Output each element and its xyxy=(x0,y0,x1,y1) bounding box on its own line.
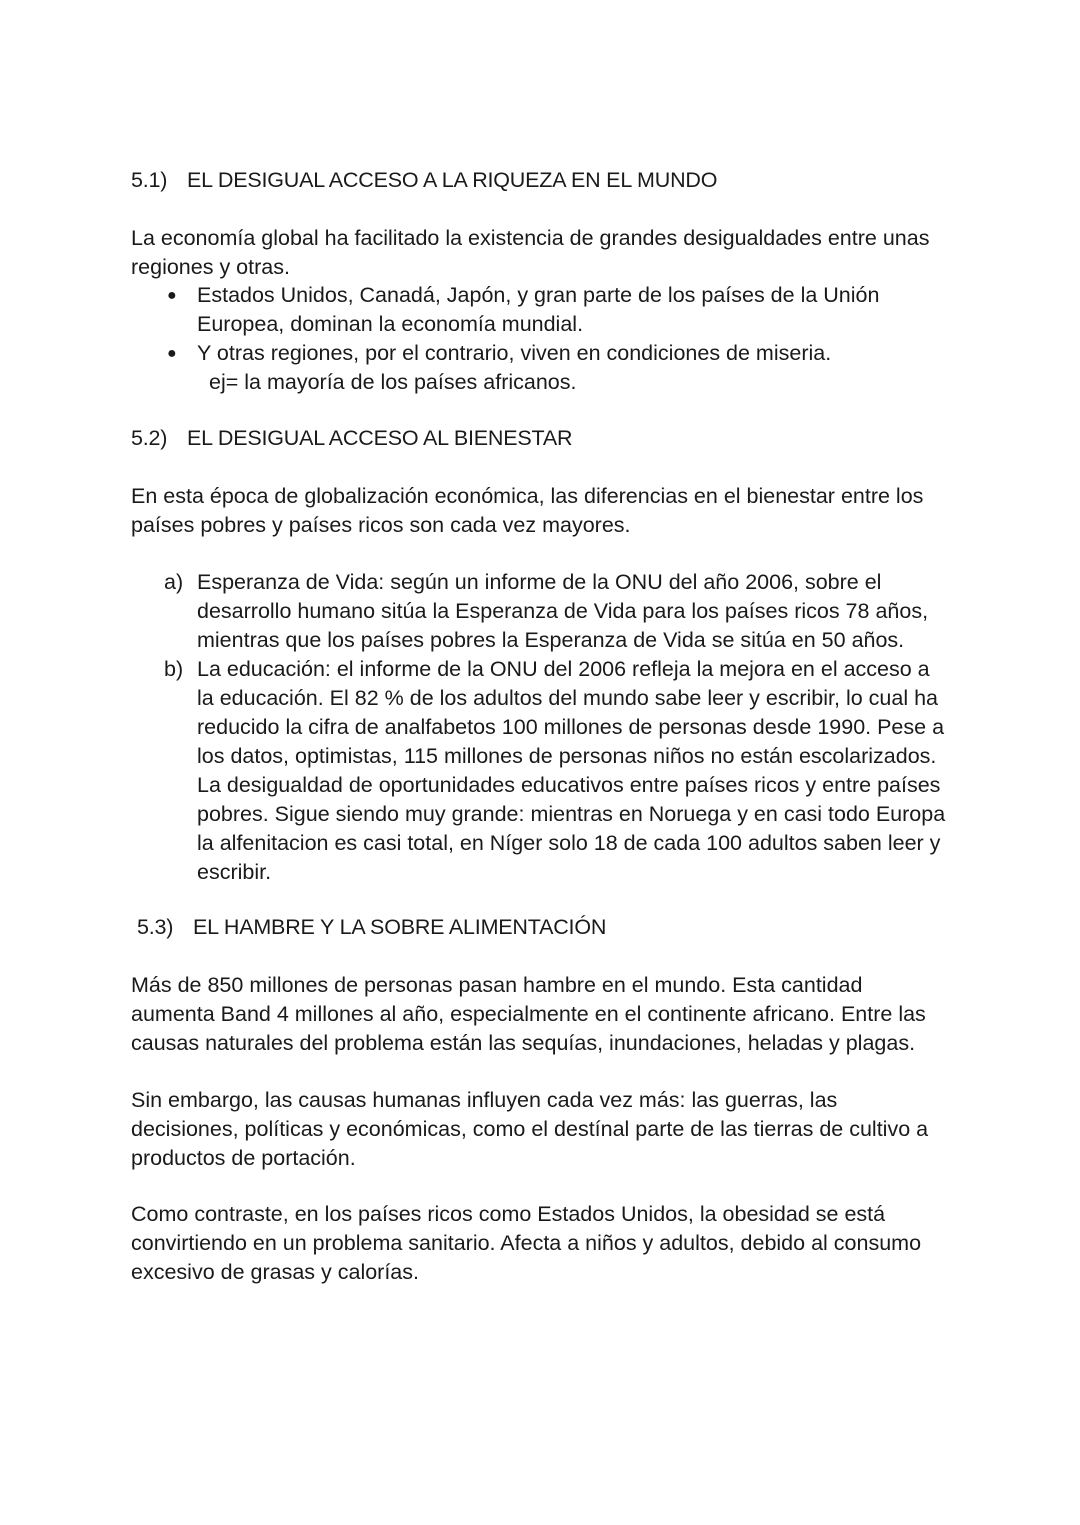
bullet-text: Y otras regiones, por el contrario, viven en condiciones de miseria. xyxy=(197,341,832,365)
section-number: 5.2) xyxy=(131,426,168,450)
list-marker: a) xyxy=(164,570,184,594)
bullet-icon: ● xyxy=(167,345,177,362)
list-item xyxy=(131,568,951,655)
paragraph: Como contraste, en los países ricos como Estados Unidos, la obesidad se está convirtiendo en un problema sanitario. Afecta a niños y adultos, debido al consumo excesivo de grasas y calorías. xyxy=(131,1202,922,1284)
paragraph: Sin embargo, las causas humanas influyen cada vez más: las guerras, las decisiones, políticas y económicas, como el destínal parte de las tierras de cultivo a productos de portación. xyxy=(131,1088,929,1170)
section-intro-5-1: La economía global ha facilitado la existencia de grandes desigualdades entre unas regiones y otras. xyxy=(131,226,930,279)
paragraph: Más de 850 millones de personas pasan hambre en el mundo. Esta cantidad aumenta Band 4 millones al año, especialmente en el continente africano. Entre las causas naturales del problema están las sequías, inundaciones, heladas y plagas. xyxy=(131,973,926,1055)
list-item xyxy=(131,655,951,887)
section-title: EL DESIGUAL ACCESO AL BIENESTAR xyxy=(187,426,573,450)
section-heading-5-3 xyxy=(137,913,606,942)
section-title: EL HAMBRE Y LA SOBRE ALIMENTACIÓN xyxy=(193,915,607,939)
list-item xyxy=(131,339,931,397)
section-title: EL DESIGUAL ACCESO A LA RIQUEZA EN EL MUNDO xyxy=(187,168,718,192)
list-item-text: Esperanza de Vida: según un informe de la ONU del año 2006, sobre el desarrollo humano sitúa la Esperanza de Vida para los países ricos 78 años, mientras que los países pobres la Esperanza de Vida se sitúa en 50 años. xyxy=(197,570,929,652)
bullet-icon: ● xyxy=(167,287,177,304)
section-heading-5-2 xyxy=(131,424,572,453)
example-text: ej= la mayoría de los países africanos. xyxy=(209,370,577,394)
bullet-text: Estados Unidos, Canadá, Japón, y gran parte de los países de la Unión Europea, dominan la economía mundial. xyxy=(197,283,880,336)
section-number: 5.3) xyxy=(137,915,174,939)
list-item xyxy=(131,281,931,339)
section-number: 5.1) xyxy=(131,168,168,192)
section-heading-5-1 xyxy=(131,166,717,195)
bullet-list-5-1 xyxy=(131,281,931,397)
section-intro-5-2: En esta época de globalización económica, las diferencias en el bienestar entre los países pobres y países ricos son cada vez mayores. xyxy=(131,484,924,537)
lettered-list-5-2 xyxy=(131,568,951,887)
list-item-text: La educación: el informe de la ONU del 2006 refleja la mejora en el acceso a la educación. El 82 % de los adultos del mundo sabe leer y escribir, lo cual ha reducido la cifra de analfabetos 100 millones de personas desde 1990. Pese a los datos, optimistas, 115 millones de personas niños no están escolarizados. La desigualdad de oportunidades educativos entre países ricos y entre países pobres. Sigue siendo muy grande: mientras en Noruega y en casi todo Europa la alfenitacion es casi total, en Níger solo 18 de cada 100 adultos saben leer y escribir. xyxy=(197,657,946,884)
list-marker: b) xyxy=(164,657,184,681)
